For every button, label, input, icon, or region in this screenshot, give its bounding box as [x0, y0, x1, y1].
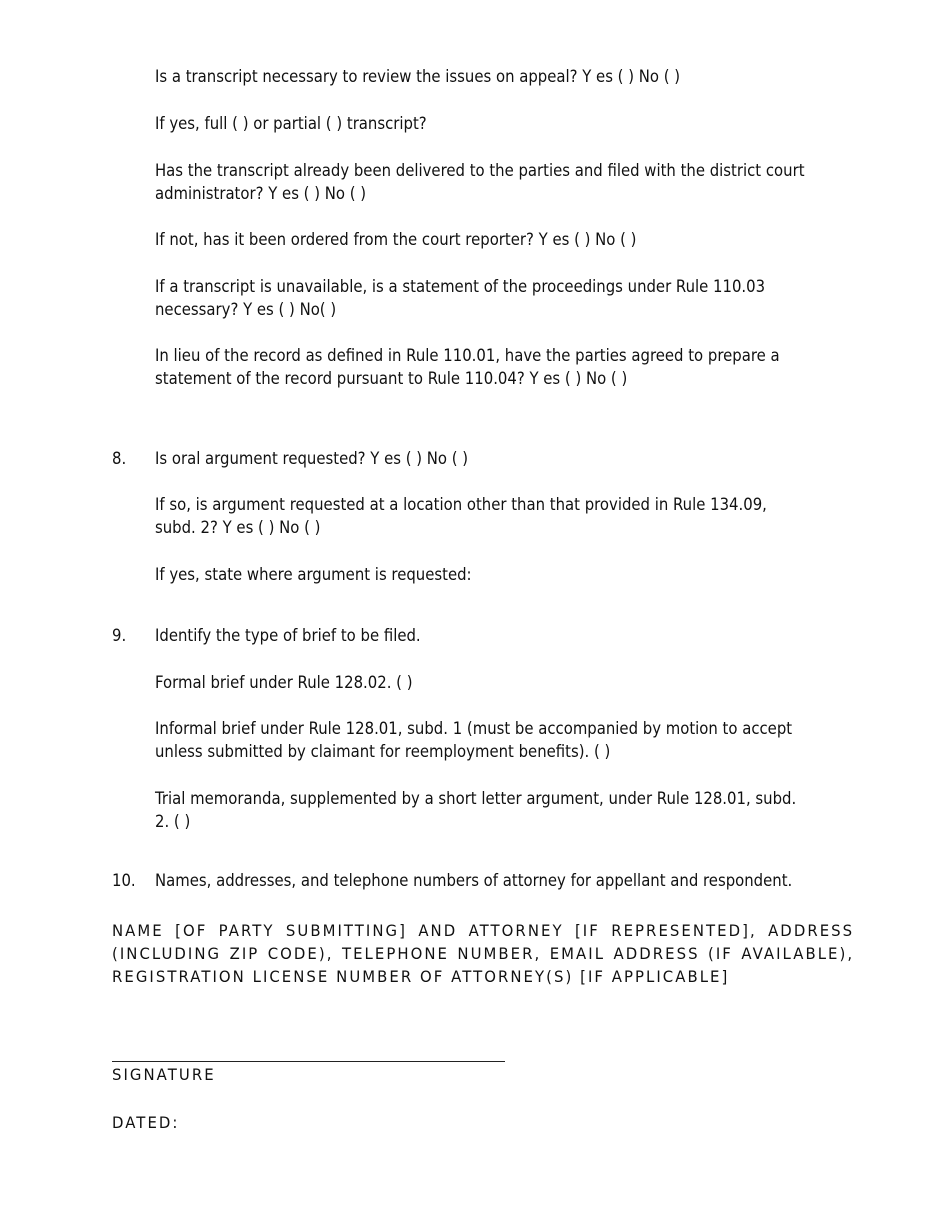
signature-line	[112, 1061, 505, 1062]
record-statement-question-line2: statement of the record pursuant to Rule 110.04? Y es ( ) No ( )	[155, 369, 628, 389]
attorney-info-question: Names, addresses, and telephone numbers of attorney for appellant and respondent.	[155, 871, 793, 891]
argument-location-question-line2: subd. 2? Y es ( ) No ( )	[155, 518, 321, 538]
item-number-8: 8.	[112, 449, 127, 469]
oral-argument-question: Is oral argument requested? Y es ( ) No ( )	[155, 449, 469, 469]
brief-type-question: Identify the type of brief to be filed.	[155, 626, 421, 646]
transcript-full-partial-question: If yes, full ( ) or partial ( ) transcript?	[155, 114, 427, 134]
transcript-delivered-question-line1: Has the transcript already been delivered to the parties and filed with the district court	[155, 161, 805, 181]
informal-brief-option-line1: Informal brief under Rule 128.01, subd. 1 (must be accompanied by motion to accept	[155, 719, 793, 739]
transcript-delivered-question-line2: administrator? Y es ( ) No ( )	[155, 184, 367, 204]
argument-location-question-line1: If so, is argument requested at a location other than that provided in Rule 134.09,	[155, 495, 767, 515]
formal-brief-option: Formal brief under Rule 128.02. ( )	[155, 673, 413, 693]
dated-label: DATED:	[112, 1113, 180, 1132]
transcript-ordered-question: If not, has it been ordered from the court reporter? Y es ( ) No ( )	[155, 230, 637, 250]
trial-memoranda-option-line2: 2. ( )	[155, 812, 191, 832]
transcript-unavailable-question-line1: If a transcript is unavailable, is a statement of the proceedings under Rule 110.03	[155, 277, 766, 297]
item-number-9: 9.	[112, 626, 127, 646]
argument-where-question: If yes, state where argument is requested:	[155, 565, 472, 585]
item-number-10: 10.	[112, 871, 136, 891]
transcript-unavailable-question-line2: necessary? Y es ( ) No( )	[155, 300, 337, 320]
party-attorney-info-block: NAME [OF PARTY SUBMITTING] AND ATTORNEY [IF REPRESENTED], ADDRESS (INCLUDING ZIP CODE), TELEPHONE NUMBER, EMAIL ADDRESS (IF AVAILABLE), REGISTRATION LICENSE NUMBER OF ATTORNEY(S) [IF APPLICABLE]	[112, 921, 855, 986]
informal-brief-option-line2: unless submitted by claimant for reemployment benefits). ( )	[155, 742, 611, 762]
transcript-necessary-question: Is a transcript necessary to review the issues on appeal? Y es ( ) No ( )	[155, 67, 681, 87]
trial-memoranda-option-line1: Trial memoranda, supplemented by a short letter argument, under Rule 128.01, subd.	[155, 789, 797, 809]
record-statement-question-line1: In lieu of the record as defined in Rule 110.01, have the parties agreed to prepare a	[155, 346, 780, 366]
signature-label: SIGNATURE	[112, 1065, 216, 1084]
